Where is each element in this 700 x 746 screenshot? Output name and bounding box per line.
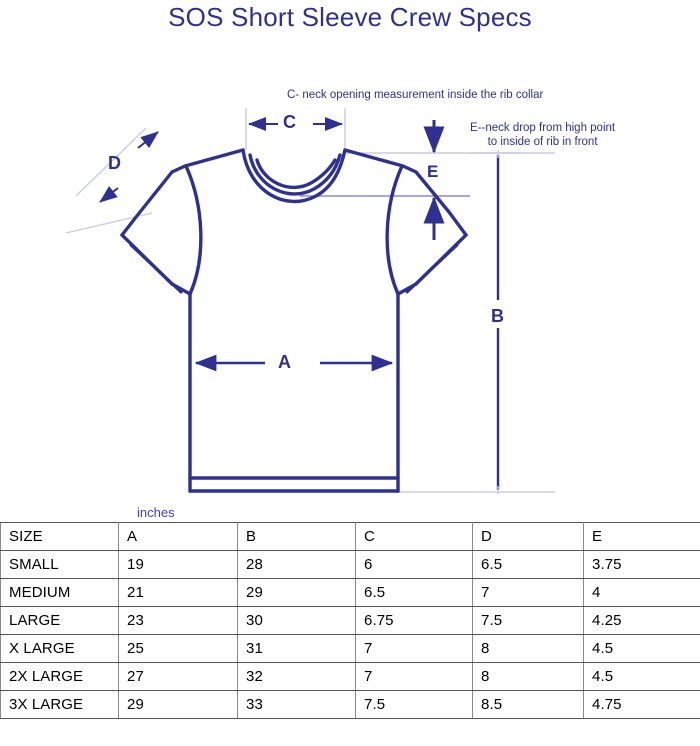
cell-size: LARGE xyxy=(1,607,119,635)
cell-d: 8 xyxy=(473,635,584,663)
dimension-label-c: C xyxy=(283,112,296,132)
d-arrow-lower xyxy=(100,188,118,202)
extension-guide-lines xyxy=(66,108,555,492)
annotation-e-note-line1: E--neck drop from high point xyxy=(470,122,616,134)
right-armhole-curve xyxy=(387,166,402,294)
cell-d: 8.5 xyxy=(473,691,584,719)
table-header-c: C xyxy=(356,523,473,551)
table-header-a: A xyxy=(119,523,238,551)
size-spec-table xyxy=(0,522,700,719)
cell-b: 31 xyxy=(238,635,356,663)
left-armhole-curve xyxy=(186,166,201,294)
cell-d: 7.5 xyxy=(473,607,584,635)
cell-d: 6.5 xyxy=(473,551,584,579)
cell-a: 25 xyxy=(119,635,238,663)
cell-e: 4.25 xyxy=(584,607,700,635)
cell-d: 8 xyxy=(473,663,584,691)
dimension-label-e: E xyxy=(427,162,439,181)
cell-c: 6.75 xyxy=(356,607,473,635)
cell-c: 6 xyxy=(356,551,473,579)
annotation-e-note xyxy=(470,122,615,149)
cell-size: X LARGE xyxy=(1,635,119,663)
cell-e: 4.5 xyxy=(584,663,700,691)
cell-a: 21 xyxy=(119,579,238,607)
table-row xyxy=(1,579,700,607)
cell-size: SMALL xyxy=(1,551,119,579)
dimension-label-b: B xyxy=(491,306,504,326)
cell-e: 4 xyxy=(584,579,700,607)
annotation-c-note: C- neck opening measurement inside the rib collar xyxy=(287,89,544,101)
tshirt-outline xyxy=(122,150,466,491)
cell-e: 4.75 xyxy=(584,691,700,719)
dimension-label-d: D xyxy=(108,153,121,173)
table-header-size: SIZE xyxy=(1,523,119,551)
table-row xyxy=(1,607,700,635)
annotation-e-note-line2: to inside of rib in front xyxy=(487,135,598,148)
cell-e: 4.5 xyxy=(584,635,700,663)
cell-c: 7.5 xyxy=(356,691,473,719)
table-row xyxy=(1,635,700,663)
cell-size: MEDIUM xyxy=(1,579,119,607)
table-row xyxy=(1,663,700,691)
cell-d: 7 xyxy=(473,579,584,607)
table-row xyxy=(1,691,700,719)
left-shoulder-and-sleeve-top xyxy=(122,150,243,235)
d-extension-lower xyxy=(66,213,152,233)
dimension-label-a: A xyxy=(278,352,291,372)
cell-b: 30 xyxy=(238,607,356,635)
table-header-row xyxy=(1,523,700,551)
cell-b: 33 xyxy=(238,691,356,719)
table-row xyxy=(1,551,700,579)
cell-c: 7 xyxy=(356,635,473,663)
cell-a: 27 xyxy=(119,663,238,691)
table-header-e: E xyxy=(584,523,700,551)
cell-e: 3.75 xyxy=(584,551,700,579)
table-header-b: B xyxy=(238,523,356,551)
cell-c: 6.5 xyxy=(356,579,473,607)
table-header-d: D xyxy=(473,523,584,551)
d-arrow-upper xyxy=(138,132,158,148)
cell-b: 29 xyxy=(238,579,356,607)
cell-a: 29 xyxy=(119,691,238,719)
cell-a: 23 xyxy=(119,607,238,635)
right-shoulder-and-sleeve-top xyxy=(345,150,466,235)
page-title: SOS Short Sleeve Crew Specs xyxy=(168,2,532,32)
cell-size: 2X LARGE xyxy=(1,663,119,691)
cell-a: 19 xyxy=(119,551,238,579)
cell-b: 32 xyxy=(238,663,356,691)
cell-c: 7 xyxy=(356,663,473,691)
units-label: inches xyxy=(137,505,175,520)
cell-b: 28 xyxy=(238,551,356,579)
cell-size: 3X LARGE xyxy=(1,691,119,719)
